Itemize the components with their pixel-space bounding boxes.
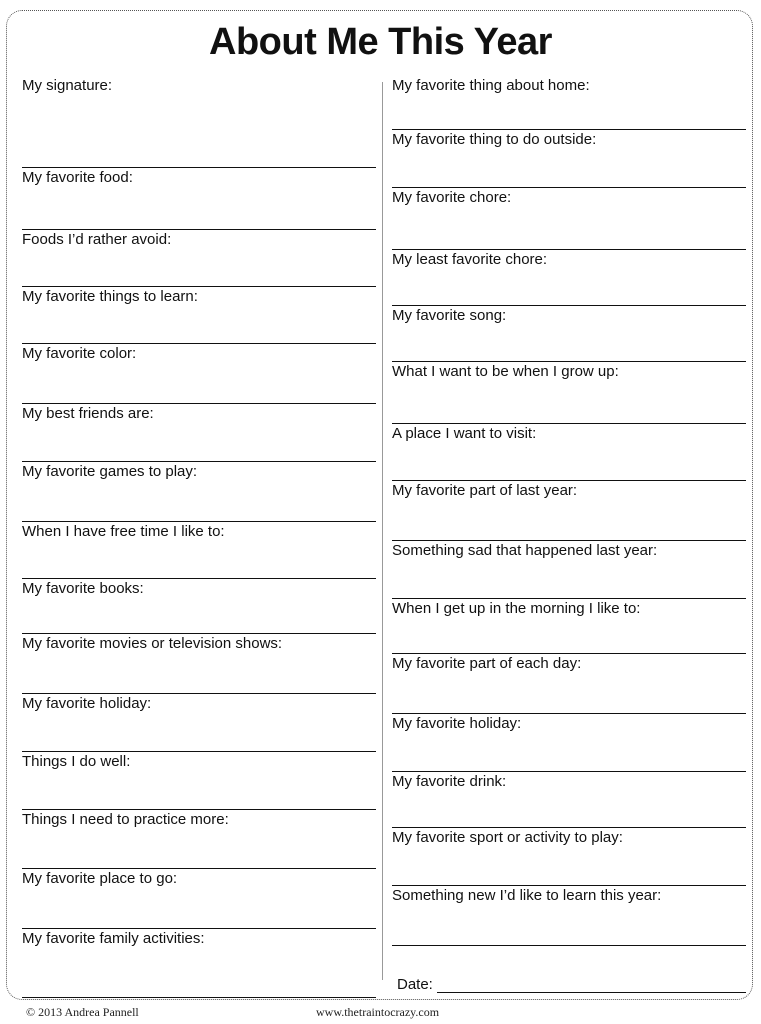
answer-line[interactable] xyxy=(392,945,746,946)
field-label: My signature: xyxy=(22,77,113,94)
field-label: My favorite holiday: xyxy=(392,715,522,732)
field-part-of-last-year xyxy=(392,481,746,541)
field-label: My favorite sport or activity to play: xyxy=(392,829,623,846)
field-label: When I have free time I like to: xyxy=(22,523,225,540)
field-games-to-play xyxy=(22,462,376,522)
field-favorite-drink xyxy=(392,772,746,828)
field-favorite-books xyxy=(22,579,376,634)
field-label: My favorite books: xyxy=(22,580,144,597)
field-least-favorite-chore xyxy=(392,250,746,306)
field-label: My favorite song: xyxy=(392,307,507,324)
field-do-outside xyxy=(392,130,746,188)
field-favorite-song xyxy=(392,306,746,362)
field-do-well xyxy=(22,752,376,810)
field-movies-tv xyxy=(22,634,376,694)
field-family-activities xyxy=(22,929,376,998)
field-label: My favorite games to play: xyxy=(22,463,198,480)
field-practice-more xyxy=(22,810,376,869)
field-label: What I want to be when I grow up: xyxy=(392,363,619,380)
field-part-of-day xyxy=(392,654,746,714)
field-label: My least favorite chore: xyxy=(392,251,548,268)
column-divider xyxy=(382,82,383,980)
right-column xyxy=(392,76,746,946)
field-label: Something new I’d like to learn this year: xyxy=(392,887,662,904)
field-place-to-visit xyxy=(392,424,746,481)
field-label: My favorite holiday: xyxy=(22,695,152,712)
field-sport-activity xyxy=(392,828,746,886)
field-favorite-food xyxy=(22,168,376,230)
field-label: My favorite color: xyxy=(22,345,137,362)
field-label: My favorite chore: xyxy=(392,189,512,206)
field-foods-avoid xyxy=(22,230,376,287)
field-signature xyxy=(22,76,376,168)
field-free-time xyxy=(22,522,376,579)
field-label: My favorite part of each day: xyxy=(392,655,582,672)
field-label: My favorite drink: xyxy=(392,773,507,790)
field-label: My favorite things to learn: xyxy=(22,288,198,305)
field-label: My favorite thing about home: xyxy=(392,77,590,94)
field-label: My favorite family activities: xyxy=(22,930,205,947)
field-best-friends xyxy=(22,404,376,462)
field-place-to-go xyxy=(22,869,376,929)
field-label: My favorite thing to do outside: xyxy=(392,131,597,148)
field-favorite-holiday xyxy=(22,694,376,752)
field-label: My best friends are: xyxy=(22,405,154,422)
page-title: About Me This Year xyxy=(209,21,552,63)
field-label: My favorite place to go: xyxy=(22,870,178,887)
field-morning xyxy=(392,599,746,654)
field-label: My favorite part of last year: xyxy=(392,482,578,499)
field-label: Foods I’d rather avoid: xyxy=(22,231,172,248)
field-label: My favorite food: xyxy=(22,169,133,186)
field-grow-up xyxy=(392,362,746,424)
field-label: Things I need to practice more: xyxy=(22,811,229,828)
field-favorite-chore xyxy=(392,188,746,250)
date-answer-line[interactable] xyxy=(437,992,746,993)
field-label: A place I want to visit: xyxy=(392,425,537,442)
answer-line[interactable] xyxy=(22,997,376,998)
field-favorite-holiday-right xyxy=(392,714,746,772)
field-favorite-color xyxy=(22,344,376,404)
field-something-sad xyxy=(392,541,746,599)
field-label: When I get up in the morning I like to: xyxy=(392,600,641,617)
date-field xyxy=(397,975,746,995)
left-column xyxy=(22,76,376,998)
field-label: My favorite movies or television shows: xyxy=(22,635,283,652)
field-learn-this-year xyxy=(392,886,746,946)
website-url: www.thetraintocrazy.com xyxy=(316,1005,440,1019)
field-thing-about-home xyxy=(392,76,746,130)
field-label: Something sad that happened last year: xyxy=(392,542,658,559)
field-things-to-learn xyxy=(22,287,376,344)
date-label: Date: xyxy=(397,976,433,993)
copyright-text: © 2013 Andrea Pannell xyxy=(26,1005,139,1019)
field-label: Things I do well: xyxy=(22,753,131,770)
